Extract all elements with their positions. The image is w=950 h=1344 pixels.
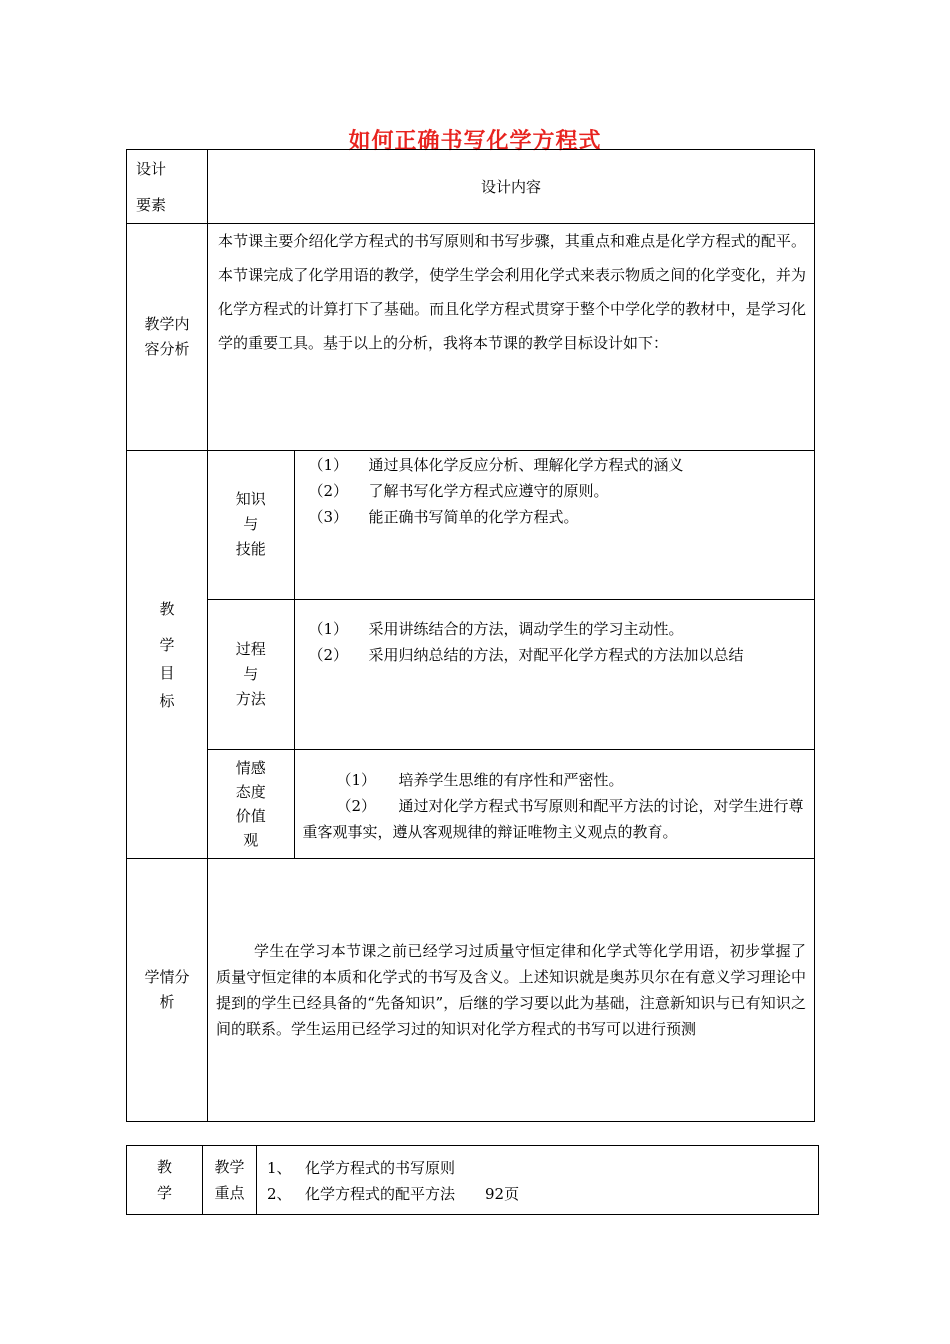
student-analysis-row [127, 859, 815, 1122]
content-analysis-row [127, 224, 815, 451]
list-item-text: 化学方程式的书写原则 [305, 1159, 456, 1177]
knowledge-label-line: 知识 [235, 490, 266, 509]
emotion-label-line: 情感 [235, 758, 266, 777]
list-item [295, 642, 815, 668]
list-item-num: （1） [336, 770, 377, 789]
list-item-text: 通过具体化学反应分析、理解化学方程式的涵义 [368, 456, 684, 474]
process-content [294, 599, 814, 749]
key-points-col2-line2: 重点 [214, 1184, 245, 1202]
list-item-num: （1） [308, 456, 349, 474]
list-item [295, 452, 815, 478]
student-analysis-label [127, 859, 208, 1122]
process-label-line: 过程 [235, 639, 266, 658]
list-item [303, 793, 807, 845]
objectives-label-char: 目 [159, 663, 175, 682]
key-points-col2-line1: 教学 [214, 1158, 245, 1176]
emotion-label [208, 749, 294, 858]
process-label-line: 与 [243, 664, 259, 683]
student-analysis-label-line1: 学情分 [144, 968, 190, 986]
knowledge-row [208, 451, 814, 599]
knowledge-label-line: 与 [243, 515, 259, 534]
header-factors-line1: 设计 [136, 159, 167, 178]
page-title: 如何正确书写化学方程式 [348, 129, 602, 154]
emotion-row [208, 749, 814, 858]
list-item-text: 培养学生思维的有序性和严密性。 [398, 770, 624, 789]
process-label-line: 方法 [235, 689, 266, 708]
content-analysis-cell [208, 224, 815, 451]
list-item-num: 2、 [267, 1185, 292, 1203]
list-item-num: （3） [308, 508, 349, 526]
list-item-text: 采用归纳总结的方法，对配平化学方程式的方法加以总结 [368, 645, 744, 664]
process-label [208, 599, 294, 749]
list-item [257, 1155, 818, 1181]
key-points-row [127, 1146, 819, 1215]
objectives-cell [208, 451, 815, 859]
emotion-label-line: 观 [243, 830, 259, 849]
list-item-text: 了解书写化学方程式应遵守的原则。 [368, 482, 609, 500]
key-points-col2 [203, 1146, 257, 1215]
key-points-col1-line2: 学 [156, 1184, 172, 1202]
emotion-label-line: 态度 [235, 782, 266, 801]
key-points-table [126, 1145, 819, 1215]
objectives-label [127, 451, 208, 859]
process-row [208, 599, 814, 749]
list-item-num: （2） [308, 482, 349, 500]
emotion-label-line: 价值 [235, 806, 266, 825]
emotion-content [294, 749, 814, 858]
key-points-col1-line1: 教 [156, 1158, 172, 1176]
content-analysis-label-line1: 教学内 [144, 315, 190, 333]
header-row [127, 150, 815, 224]
header-factors-line2: 要素 [136, 195, 167, 214]
student-analysis-text: 学生在学习本节课之前已经学习过质量守恒定律和化学式等化学用语，初步掌握了质量守恒定律的本质和化学式的书写及含义。上述知识就是奥苏贝尔在有意义学习理论中提到的学生已经具备的“先备知识”，后继的学习要以此为基础，注意新知识与已有知识之间的联系。学生运用已经学习过的知识对化学方程式的书写可以进行预测 [216, 942, 806, 1038]
header-cell-factors [127, 150, 208, 224]
list-item-text: 能正确书写简单的化学方程式。 [368, 508, 579, 526]
key-points-content [257, 1146, 819, 1215]
objectives-inner-table [208, 451, 814, 858]
list-item-text: 采用讲练结合的方法，调动学生的学习主动性。 [368, 619, 684, 638]
student-analysis-cell [208, 859, 815, 1122]
list-item [295, 504, 815, 530]
key-points-col1 [127, 1146, 203, 1215]
list-item-text: 化学方程式的配平方法 92页 [305, 1185, 520, 1203]
student-analysis-label-line2: 析 [159, 993, 175, 1011]
list-item [295, 616, 815, 642]
content-analysis-text: 本节课主要介绍化学方程式的书写原则和书写步骤，其重点和难点是化学方程式的配平。本节课完成了化学用语的教学，使学生学会利用化学式来表示物质之间的化学变化，并为化学方程式的计算打下了基础。而且化学方程式贯穿于整个中学化学的教材中，是学习化学的重要工具。基于以上的分析，我将本节课的教学目标设计如下： [218, 232, 806, 352]
list-item [295, 478, 815, 504]
list-item-num: （2） [336, 796, 377, 815]
list-item [303, 767, 807, 793]
knowledge-content [294, 451, 814, 599]
list-item-num: 1、 [267, 1159, 292, 1177]
objectives-label-char: 教 [159, 599, 175, 618]
list-item-num: （1） [308, 619, 349, 638]
objectives-row [127, 451, 815, 859]
content-analysis-label-line2: 容分析 [144, 340, 190, 358]
list-item [257, 1181, 818, 1207]
content-analysis-label [127, 224, 208, 451]
list-item-text: 通过对化学方程式书写原则和配平方法的讨论，对学生进行尊重客观事实，遵从客观规律的辩证唯物主义观点的教育。 [302, 796, 804, 841]
knowledge-label-line: 技能 [235, 540, 266, 559]
list-item-num: （2） [308, 645, 349, 664]
objectives-label-char: 学 [159, 635, 175, 654]
knowledge-label [208, 451, 294, 599]
objectives-label-char: 标 [159, 691, 175, 710]
header-cell-content: 设计内容 [208, 150, 815, 224]
design-table [126, 149, 815, 1122]
